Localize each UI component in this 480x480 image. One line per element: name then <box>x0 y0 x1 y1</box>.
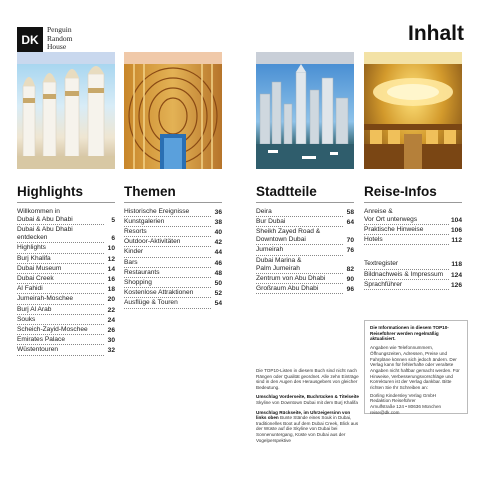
toc-page: 24 <box>107 316 115 324</box>
toc-page: 30 <box>107 337 115 345</box>
toc-entry[interactable] <box>364 270 462 280</box>
contact-email[interactable]: reise@dk.com <box>370 409 400 415</box>
toc-label: Historische Ereignisse <box>124 208 211 217</box>
toc-entry[interactable] <box>364 207 462 225</box>
toc-label: Wüstentouren <box>17 346 104 355</box>
toc-label: Bildnachweis & Impressum <box>364 271 449 280</box>
section-color-band <box>17 52 115 64</box>
publisher-name <box>47 26 72 52</box>
toc-page: 126 <box>450 281 462 289</box>
toc-page: 90 <box>346 275 354 283</box>
cover-back-credit <box>256 410 360 444</box>
toc-page: 104 <box>450 216 462 224</box>
address-line: Redaktion Reiseführer <box>370 398 416 404</box>
update-notice-body: Angaben wie Telefonnummern, Öffnungszeiten, Adressen, Preise und Fahrpläne können sich jedoch ändern. Der Verlag kann für fehlerhafte oder veraltete Angaben nicht haftbar gemacht werden. Für Hinweise, Verbesserungsvorschläge und Korrekturen ist der Verlag dankbar. Bitte richten Sie Ihr Schreiben an: <box>370 345 460 391</box>
toc-label: Hotels <box>364 236 449 245</box>
toc-entry[interactable] <box>256 207 354 217</box>
toc-entry[interactable] <box>17 285 115 295</box>
toc-entry[interactable] <box>17 325 115 335</box>
toc-label: Souks <box>17 316 104 325</box>
section-stadtteile <box>256 52 354 295</box>
section-title: Stadtteile <box>256 184 354 203</box>
toc-page: 82 <box>346 265 354 273</box>
publisher-line: Penguin <box>47 25 72 34</box>
toc-entry[interactable] <box>256 246 354 256</box>
toc-page: 58 <box>346 208 354 216</box>
cover-front-text: Skyline von Downtown Dubai mit dem Burj Khalifa <box>256 399 358 405</box>
toc-page: 36 <box>214 208 222 216</box>
toc-label: Deira <box>256 208 343 217</box>
toc-page: 118 <box>451 261 462 269</box>
toc-entry[interactable] <box>364 236 462 246</box>
toc-list <box>256 207 354 295</box>
toc-page: 46 <box>214 259 222 267</box>
publisher-line: House <box>47 42 67 51</box>
publisher-line: Random <box>47 33 73 43</box>
toc-page: 48 <box>214 269 222 277</box>
toc-entry[interactable] <box>256 274 354 284</box>
toc-page: 18 <box>107 286 115 294</box>
toc-entry[interactable] <box>124 207 222 217</box>
toc-page: 12 <box>107 255 115 263</box>
toc-entry[interactable] <box>124 299 222 309</box>
section-highlights <box>17 52 115 356</box>
toc-entry[interactable] <box>17 305 115 315</box>
toc-label: Emirates Palace <box>17 336 104 345</box>
toc-label: Jumeirah <box>256 246 343 255</box>
toc-label: Ausflüge & Touren <box>124 299 211 308</box>
dubai-marina-photo <box>256 64 354 169</box>
toc-page: 38 <box>214 218 222 226</box>
toc-entry[interactable] <box>17 244 115 254</box>
toc-page: 32 <box>107 347 115 355</box>
toc-page: 70 <box>346 237 354 245</box>
cover-back-heading: Umschlag Rückseite, im Uhrzeigersinn von links oben <box>256 409 351 421</box>
toc-page: 10 <box>107 245 115 253</box>
toc-entry[interactable] <box>17 315 115 325</box>
toc-entry[interactable] <box>17 295 115 305</box>
shopping-mall-photo <box>364 64 462 169</box>
toc-label: Zentrum von Abu Dhabi <box>256 275 343 284</box>
toc-page: 96 <box>346 286 354 294</box>
toc-label: Burj Khalifa <box>17 255 104 264</box>
address-line: Dorling Kindersley Verlag GmbH <box>370 392 437 398</box>
toc-label: Al Fahidi <box>17 285 104 294</box>
toc-label: Resorts <box>124 228 211 237</box>
toc-label: Sheikh Zayed Road & Downtown Dubai <box>256 228 343 245</box>
toc-page: 112 <box>451 237 462 245</box>
toc-page: 76 <box>346 247 354 255</box>
toc-list <box>17 207 115 356</box>
mosque-columns-photo <box>17 64 115 169</box>
toc-page: 16 <box>107 275 115 283</box>
toc-entry[interactable] <box>124 278 222 288</box>
toc-entry[interactable] <box>124 289 222 299</box>
toc-entry[interactable] <box>17 346 115 356</box>
toc-entry[interactable] <box>364 280 462 290</box>
toc-entry[interactable] <box>124 238 222 248</box>
toc-entry[interactable] <box>124 268 222 278</box>
toc-page: 106 <box>450 226 462 234</box>
section-color-band <box>364 52 462 64</box>
toc-page: 52 <box>214 290 222 298</box>
toc-label: Burj Al Arab <box>17 306 104 315</box>
cover-back-text: Bunte Stände eines Souk in Dubai, traditionelles Boot auf dem Dubai Creek, Blick aus der Wüste auf die Skyline von Dubai bei Sonnenuntergang, Küste von Dubai aus der Vogelperspektive <box>256 415 359 443</box>
toc-label: Scheich-Zayid-Moschee <box>17 326 104 335</box>
toc-page: 6 <box>111 235 115 243</box>
toc-entry[interactable] <box>364 260 462 270</box>
section-themen <box>124 52 222 309</box>
toc-label: Bars <box>124 259 211 268</box>
toc-label: Dubai Museum <box>17 265 104 274</box>
toc-entry[interactable] <box>124 258 222 268</box>
top10-note: Die TOP10-Listen in diesem Buch sind nicht nach Rängen oder Qualität geordnet. Alle zehn Einträge sind in den Augen des Herausgebers von gleicher Bedeutung. <box>256 368 359 390</box>
toc-label: Kunstgalerien <box>124 218 211 227</box>
toc-label: Dubai Creek <box>17 275 104 284</box>
toc-entry[interactable] <box>256 227 354 245</box>
cover-front-heading: Umschlag Vorderseite, Buchrücken & Titelseite <box>256 394 359 400</box>
toc-label: Kinder <box>124 248 211 257</box>
update-notice-lead: Die Informationen in diesem TOP10-Reiseführer werden regelmäßig aktualisiert. <box>370 325 449 342</box>
toc-label: Sprachführer <box>364 281 449 290</box>
toc-label: Großraum Abu Dhabi <box>256 285 343 294</box>
toc-entry[interactable] <box>17 207 115 225</box>
toc-entry[interactable] <box>124 227 222 237</box>
toc-entry[interactable] <box>17 225 115 243</box>
toc-page: 14 <box>107 265 115 273</box>
section-color-band <box>124 52 222 64</box>
toc-page: 42 <box>214 239 222 247</box>
update-notice-box <box>364 320 468 414</box>
toc-label: Shopping <box>124 279 211 288</box>
toc-label: Textregister <box>364 260 449 269</box>
page-title: Inhalt <box>408 22 464 45</box>
toc-page: 40 <box>214 228 222 236</box>
toc-entry[interactable] <box>124 217 222 227</box>
burj-al-arab-atrium-photo <box>124 64 222 169</box>
toc-page: 5 <box>111 216 115 224</box>
toc-list <box>364 207 462 290</box>
section-title: Reise-Infos <box>364 184 462 203</box>
toc-label: Praktische Hinweise <box>364 226 449 235</box>
section-reise-infos <box>364 52 462 290</box>
toc-entry[interactable] <box>364 225 462 235</box>
toc-page: 124 <box>450 271 462 279</box>
toc-page: 22 <box>107 306 115 314</box>
toc-label: Highlights <box>17 244 104 253</box>
cover-credits <box>256 368 360 447</box>
section-title: Themen <box>124 184 222 203</box>
toc-spacer <box>364 246 462 260</box>
toc-page: 64 <box>346 218 354 226</box>
toc-entry[interactable] <box>17 264 115 274</box>
toc-page: 26 <box>107 326 115 334</box>
toc-entry[interactable] <box>256 217 354 227</box>
toc-page: 54 <box>214 300 222 308</box>
section-color-band <box>256 52 354 64</box>
toc-page: 20 <box>107 296 115 304</box>
toc-page: 50 <box>214 279 222 287</box>
address-line: Arnulfstraße 124 • 80636 München <box>370 404 442 410</box>
cover-front-credit <box>256 394 360 405</box>
publisher-address <box>370 393 462 416</box>
toc-entry[interactable] <box>17 336 115 346</box>
toc-label: Willkommen in Dubai & Abu Dhabi <box>17 208 104 225</box>
toc-label: Kostenlose Attraktionen <box>124 289 211 298</box>
toc-label: Jumeirah-Moschee <box>17 295 104 304</box>
toc-label: Anreise & Vor Ort unterwegs <box>364 208 449 225</box>
toc-entry[interactable] <box>17 274 115 284</box>
toc-page: 44 <box>214 249 222 257</box>
toc-label: Restaurants <box>124 269 211 278</box>
toc-label: Outdoor-Aktivitäten <box>124 238 211 247</box>
toc-label: Dubai & Abu Dhabi entdecken <box>17 226 104 243</box>
toc-entry[interactable] <box>256 285 354 295</box>
toc-entry[interactable] <box>124 248 222 258</box>
toc-label: Dubai Marina & Palm Jumeirah <box>256 257 343 274</box>
toc-list <box>124 207 222 309</box>
toc-label: Bur Dubai <box>256 218 343 227</box>
toc-entry[interactable] <box>256 256 354 274</box>
dk-logo: DK <box>17 27 43 53</box>
toc-entry[interactable] <box>17 254 115 264</box>
section-title: Highlights <box>17 184 115 203</box>
